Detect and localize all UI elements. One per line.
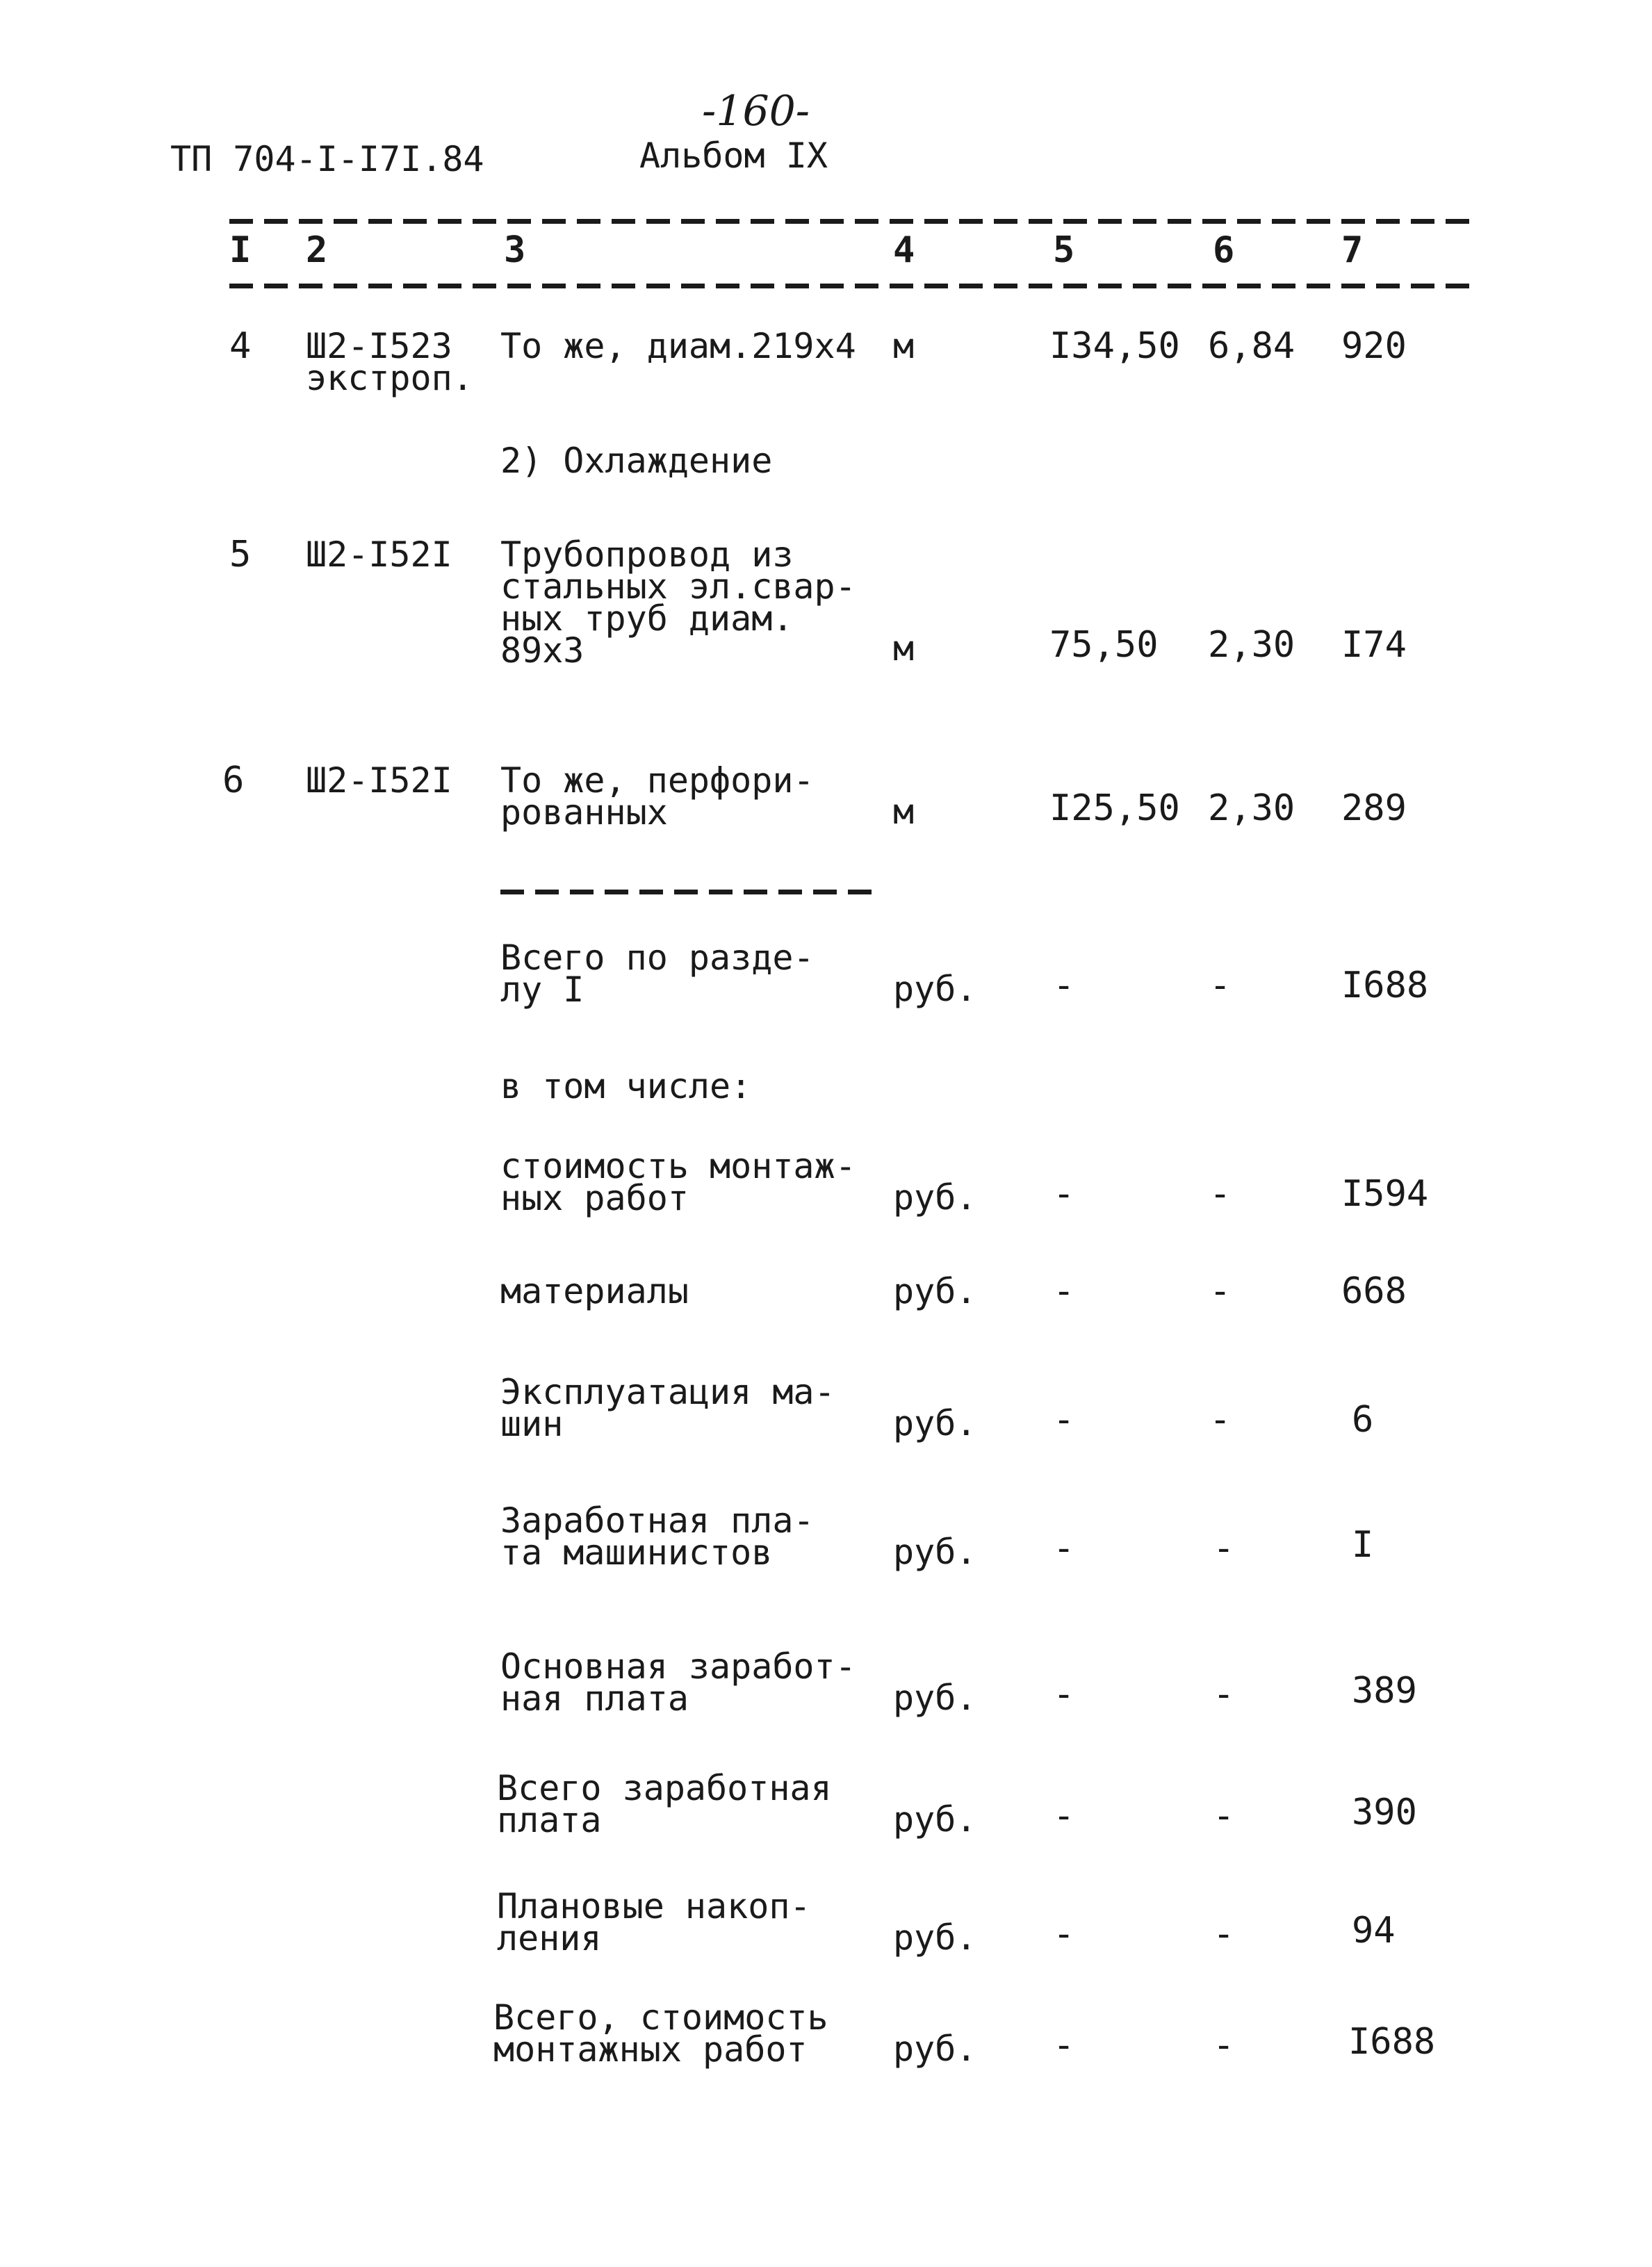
- summary-total: I688: [1341, 965, 1429, 1006]
- summary-quantity: -: [1053, 965, 1075, 1006]
- column-header-6: 6: [1213, 229, 1235, 271]
- column-header-1: I: [229, 229, 252, 271]
- row-quantity: I25,50: [1049, 787, 1180, 829]
- row-unit: м: [893, 628, 915, 669]
- column-header-3: 3: [504, 229, 526, 271]
- summary-subheading: в том числе:: [500, 1066, 752, 1106]
- column-header-5: 5: [1053, 229, 1075, 271]
- column-header-2: 2: [306, 229, 328, 271]
- summary-description: Всего по разде- лу I: [500, 938, 815, 1010]
- subtotal-rule: [500, 890, 883, 894]
- summary-description: стоимость монтаж- ных работ: [500, 1146, 856, 1218]
- row-price: 6,84: [1208, 325, 1295, 367]
- row-number: 4: [229, 325, 252, 367]
- row-code: Ш2-I52I: [306, 760, 452, 801]
- summary-description: Основная заработ- ная плата: [500, 1646, 856, 1719]
- summary-unit: руб.: [893, 1678, 977, 1718]
- summary-description: Плановые накоп- ления: [497, 1886, 811, 1958]
- section-heading: 2) Охлаждение: [500, 441, 773, 481]
- summary-unit: руб.: [893, 1799, 977, 1840]
- summary-total: I594: [1341, 1173, 1429, 1215]
- summary-total: I: [1352, 1524, 1374, 1566]
- row-quantity: 75,50: [1049, 624, 1159, 666]
- summary-price: -: [1209, 965, 1232, 1006]
- summary-unit: руб.: [893, 969, 977, 1009]
- summary-price: -: [1209, 1173, 1232, 1215]
- summary-unit: руб.: [893, 1532, 977, 1572]
- row-quantity: I34,50: [1049, 325, 1180, 367]
- summary-price: -: [1213, 2024, 1235, 2066]
- row-description: То же, диам.219х4: [500, 326, 856, 366]
- row-total: I74: [1341, 624, 1407, 666]
- summary-total: 668: [1341, 1270, 1407, 1312]
- summary-description: Всего заработная плата: [497, 1768, 832, 1840]
- summary-price: -: [1213, 1673, 1235, 1715]
- row-unit: м: [893, 792, 915, 832]
- summary-price: -: [1213, 1795, 1235, 1837]
- row-price: 2,30: [1208, 787, 1295, 829]
- summary-unit: руб.: [893, 2029, 977, 2069]
- header-top-rule: [229, 219, 1473, 224]
- summary-quantity: -: [1053, 1795, 1075, 1837]
- row-code: Ш2-I52I: [306, 534, 452, 575]
- summary-unit: руб.: [893, 1271, 977, 1311]
- summary-total: 94: [1352, 1910, 1396, 1951]
- summary-price: -: [1213, 1528, 1235, 1569]
- summary-price: -: [1209, 1399, 1232, 1441]
- row-code: Ш2-I523 экстроп.: [306, 326, 473, 398]
- row-description: То же, перфори- рованных: [500, 760, 815, 833]
- summary-total: 389: [1352, 1670, 1417, 1712]
- summary-quantity: -: [1053, 1673, 1075, 1715]
- summary-unit: руб.: [893, 1403, 977, 1443]
- row-number: 6: [222, 760, 245, 801]
- summary-description: Заработная пла- та машинистов: [500, 1500, 815, 1573]
- summary-quantity: -: [1053, 1399, 1075, 1441]
- document-code: ТП 704-I-I7I.84: [170, 139, 484, 179]
- row-price: 2,30: [1208, 624, 1295, 666]
- column-header-4: 4: [893, 229, 915, 271]
- row-number: 5: [229, 534, 252, 575]
- header-bottom-rule: [229, 284, 1473, 288]
- album-title: Альбом IX: [639, 136, 828, 176]
- summary-total: I688: [1348, 2021, 1436, 2063]
- summary-quantity: -: [1053, 1528, 1075, 1569]
- summary-unit: руб.: [893, 1917, 977, 1958]
- summary-quantity: -: [1053, 1173, 1075, 1215]
- page-number: -160-: [702, 87, 810, 136]
- row-total: 920: [1341, 325, 1407, 367]
- summary-total: 6: [1352, 1399, 1374, 1441]
- summary-quantity: -: [1053, 2024, 1075, 2066]
- row-unit: м: [893, 326, 915, 366]
- summary-price: -: [1209, 1270, 1232, 1312]
- summary-quantity: -: [1053, 1913, 1075, 1955]
- column-header-7: 7: [1341, 229, 1364, 271]
- row-description: Трубопровод из стальных эл.свар- ных труб диам. 89х3: [500, 534, 856, 671]
- summary-price: -: [1213, 1913, 1235, 1955]
- summary-unit: руб.: [893, 1177, 977, 1218]
- row-total: 289: [1341, 787, 1407, 829]
- summary-quantity: -: [1053, 1270, 1075, 1312]
- summary-total: 390: [1352, 1792, 1417, 1833]
- summary-description: Всего, стоимость монтажных работ: [493, 1997, 828, 2070]
- summary-description: Эксплуатация ма- шин: [500, 1372, 835, 1444]
- summary-description: материалы: [500, 1271, 689, 1311]
